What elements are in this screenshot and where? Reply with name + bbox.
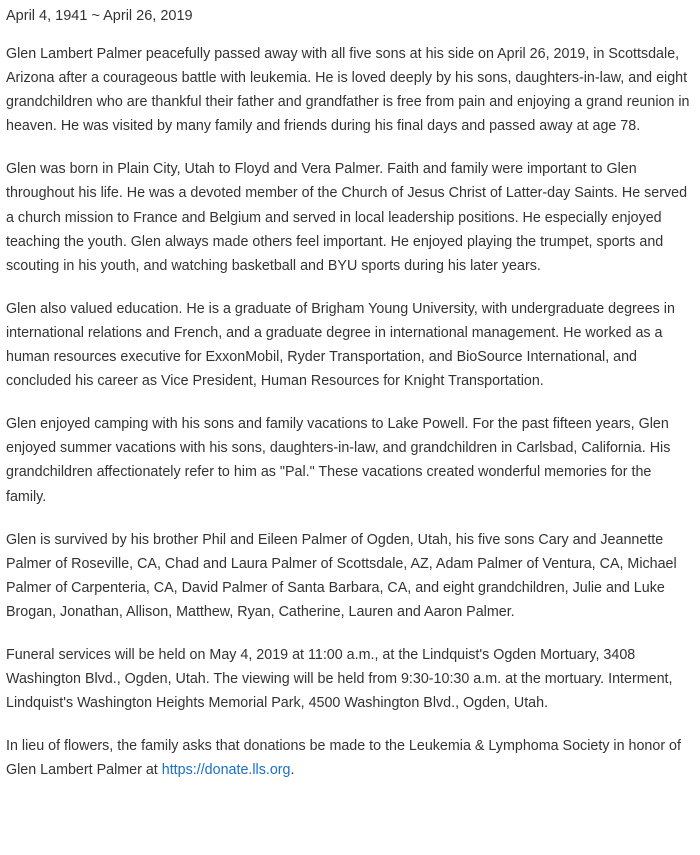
paragraph-education-career: Glen also valued education. He is a graduate of Brigham Young University, with undergraduate degrees in international relations and French, and a graduate degree in international management. He worked as a human resources executive for ExxonMobil, Ryder Transportation, and BioSource International, and concluded his career as Vice President, Human Resources for Knight Transportation. [6,300,675,390]
life-dates: April 4, 1941 ~ April 26, 2019 [6,8,193,24]
paragraph-survivors: Glen is survived by his brother Phil and Eileen Palmer of Ogden, Utah, his five sons Cary and Jeannette Palmer of Roseville, CA, Chad and Laura Palmer of Scottsdale, AZ, Adam Palmer of Ventura, CA, Michael Palmer of Carpenteria, CA, David Palmer of Santa Barbara, CA, and eight grandchildren, Julie and Luke Brogan, Jonathan, Allison, Matthew, Ryan, Catherine, Lauren and Aaron Palmer. [6,531,677,620]
paragraph-donations [6,734,694,782]
paragraph-family-vacations: Glen enjoyed camping with his sons and family vacations to Lake Powell. For the past fifteen years, Glen enjoyed summer vacations with his sons, daughters-in-law, and grandchildren in Carlsbad, California. His grandchildren affectionately refer to him as "Pal." These vacations created wonderful memories for the family. [6,416,671,505]
paragraph-early-life: Glen was born in Plain City, Utah to Floyd and Vera Palmer. Faith and family were important to Glen throughout his life. He was a devoted member of the Church of Jesus Christ of Latter-day Saints. He served a church mission to France and Belgium and served in local leadership positions. He especially enjoyed teaching the youth. Glen always made others feel important. He enjoyed playing the trumpet, sports and scouting in his youth, and watching basketball and BYU sports during his later years. [6,161,688,274]
donations-trailing: . [290,762,295,779]
donation-link[interactable]: https://donate.lls.org [161,762,291,779]
donations-text: In lieu of flowers, the family asks that donations be made to the Leukemia & Lymphoma Society in honor of Glen Lambert Palmer at [6,738,681,779]
paragraph-passing: Glen Lambert Palmer peacefully passed away with all five sons at his side on April 26, 2019, in Scottsdale, Arizona after a courageous battle with leukemia. He is loved deeply by his sons, daughters-in-law, and eight grandchildren who are thankful their father and grandfather is free from pain and enjoying a grand reunion in heaven. He was visited by many family and friends during his final days and passed away at age 78. [6,46,690,135]
paragraph-funeral-services: Funeral services will be held on May 4, 2019 at 11:00 a.m., at the Lindquist's Ogden Mortuary, 3408 Washington Blvd., Ogden, Utah. The viewing will be held from 9:30-10:30 a.m. at the mortuary. Interment, Lindquist's Washington Heights Memorial Park, 4500 Washington Blvd., Ogden, Utah. [6,646,673,712]
